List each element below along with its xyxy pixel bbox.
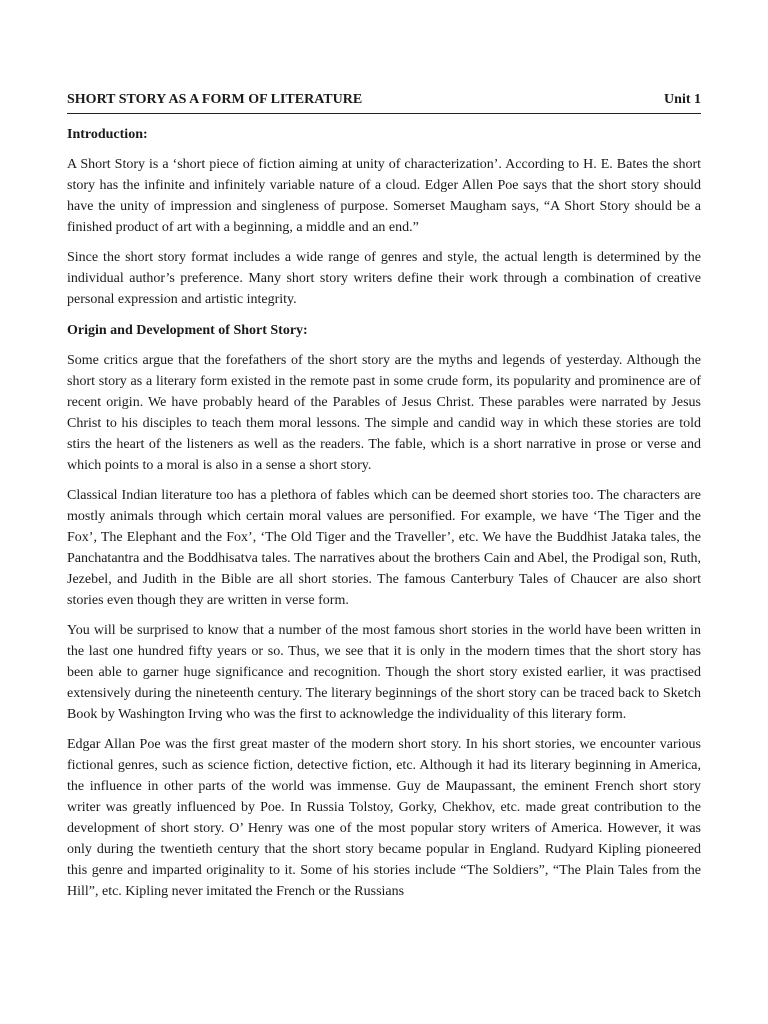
document-page [67, 92, 701, 902]
section-heading-introduction: Introduction: [67, 127, 148, 142]
paragraph: You will be surprised to know that a number of the most famous short stories in the world have been written in the last one hundred fifty years or so. Thus, we see that it is only in the modern times that the short story has been able to garner huge significance and recognition. Though the short story existed earlier, it was practised extensively during the nineteenth century. The literary beginnings of the short story can be traced back to Sketch Book by Washington Irving who was the first to acknowledge the individuality of this literary form. [67, 623, 701, 722]
paragraph: Edgar Allan Poe was the first great master of the modern short story. In his short stories, we encounter various fictional genres, such as science fiction, detective fiction, etc. Although it had its literary beginning in America, the influence in other parts of the world was immense. Guy de Maupassant, the eminent French short story writer was greatly influenced by Poe. In Russia Tolstoy, Gorky, Chekhov, etc. made great contribution to the development of short story. O’ Henry was one of the most popular story writers of America. However, it was only during the twentieth century that the short story became popular in England. Rudyard Kipling pioneered this genre and imparted originality to it. Some of his stories include “The Soldiers”, “The Plain Tales from the Hill”, etc. Kipling never imitated the French or the Russians [67, 737, 701, 899]
document-title: SHORT STORY AS A FORM OF LITERATURE [67, 92, 363, 107]
paragraph: Some critics argue that the forefathers of the short story are the myths and legends of yesterday. Although the short story as a literary form existed in the remote past in some crude form, its popularity and prominence are of recent origin. We have probably heard of the Parables of Jesus Christ. These parables were narrated by Jesus Christ to his disciples to teach them moral lessons. The simple and candid way in which these stories are told stirs the heart of the listeners as well as the readers. The fable, which is a short narrative in prose or verse and which points to a moral is also in a sense a short story. [67, 353, 701, 473]
paragraph: Classical Indian literature too has a plethora of fables which can be deemed short stories too. The characters are mostly animals through which certain moral values are personified. For example, we have ‘The Tiger and the Fox’, The Elephant and the Fox’, ‘The Old Tiger and the Traveller’, etc. We have the Buddhist Jataka tales, the Panchatantra and the Boddhisatva tales. The narratives about the brothers Cain and Abel, the Prodigal son, Ruth, Jezebel, and Judith in the Bible are all short stories. The famous Canterbury Tales of Chaucer are also short stories even though they are written in verse form. [67, 488, 701, 608]
unit-label: Unit 1 [664, 92, 701, 107]
paragraph: A Short Story is a ‘short piece of fiction aiming at unity of characterization’. According to H. E. Bates the short story has the infinite and infinitely variable nature of a cloud. Edger Allen Poe says that the short story should have the unity of impression and singleness of purpose. Somerset Maugham says, “A Short Story should be a finished product of art with a beginning, a middle and an end.” [67, 157, 701, 235]
paragraph: Since the short story format includes a wide range of genres and style, the actual length is determined by the individual author’s preference. Many short story writers define their work through a combination of creative personal expression and artistic integrity. [67, 250, 701, 307]
page-header [67, 92, 701, 114]
section-heading-origin: Origin and Development of Short Story: [67, 323, 308, 338]
